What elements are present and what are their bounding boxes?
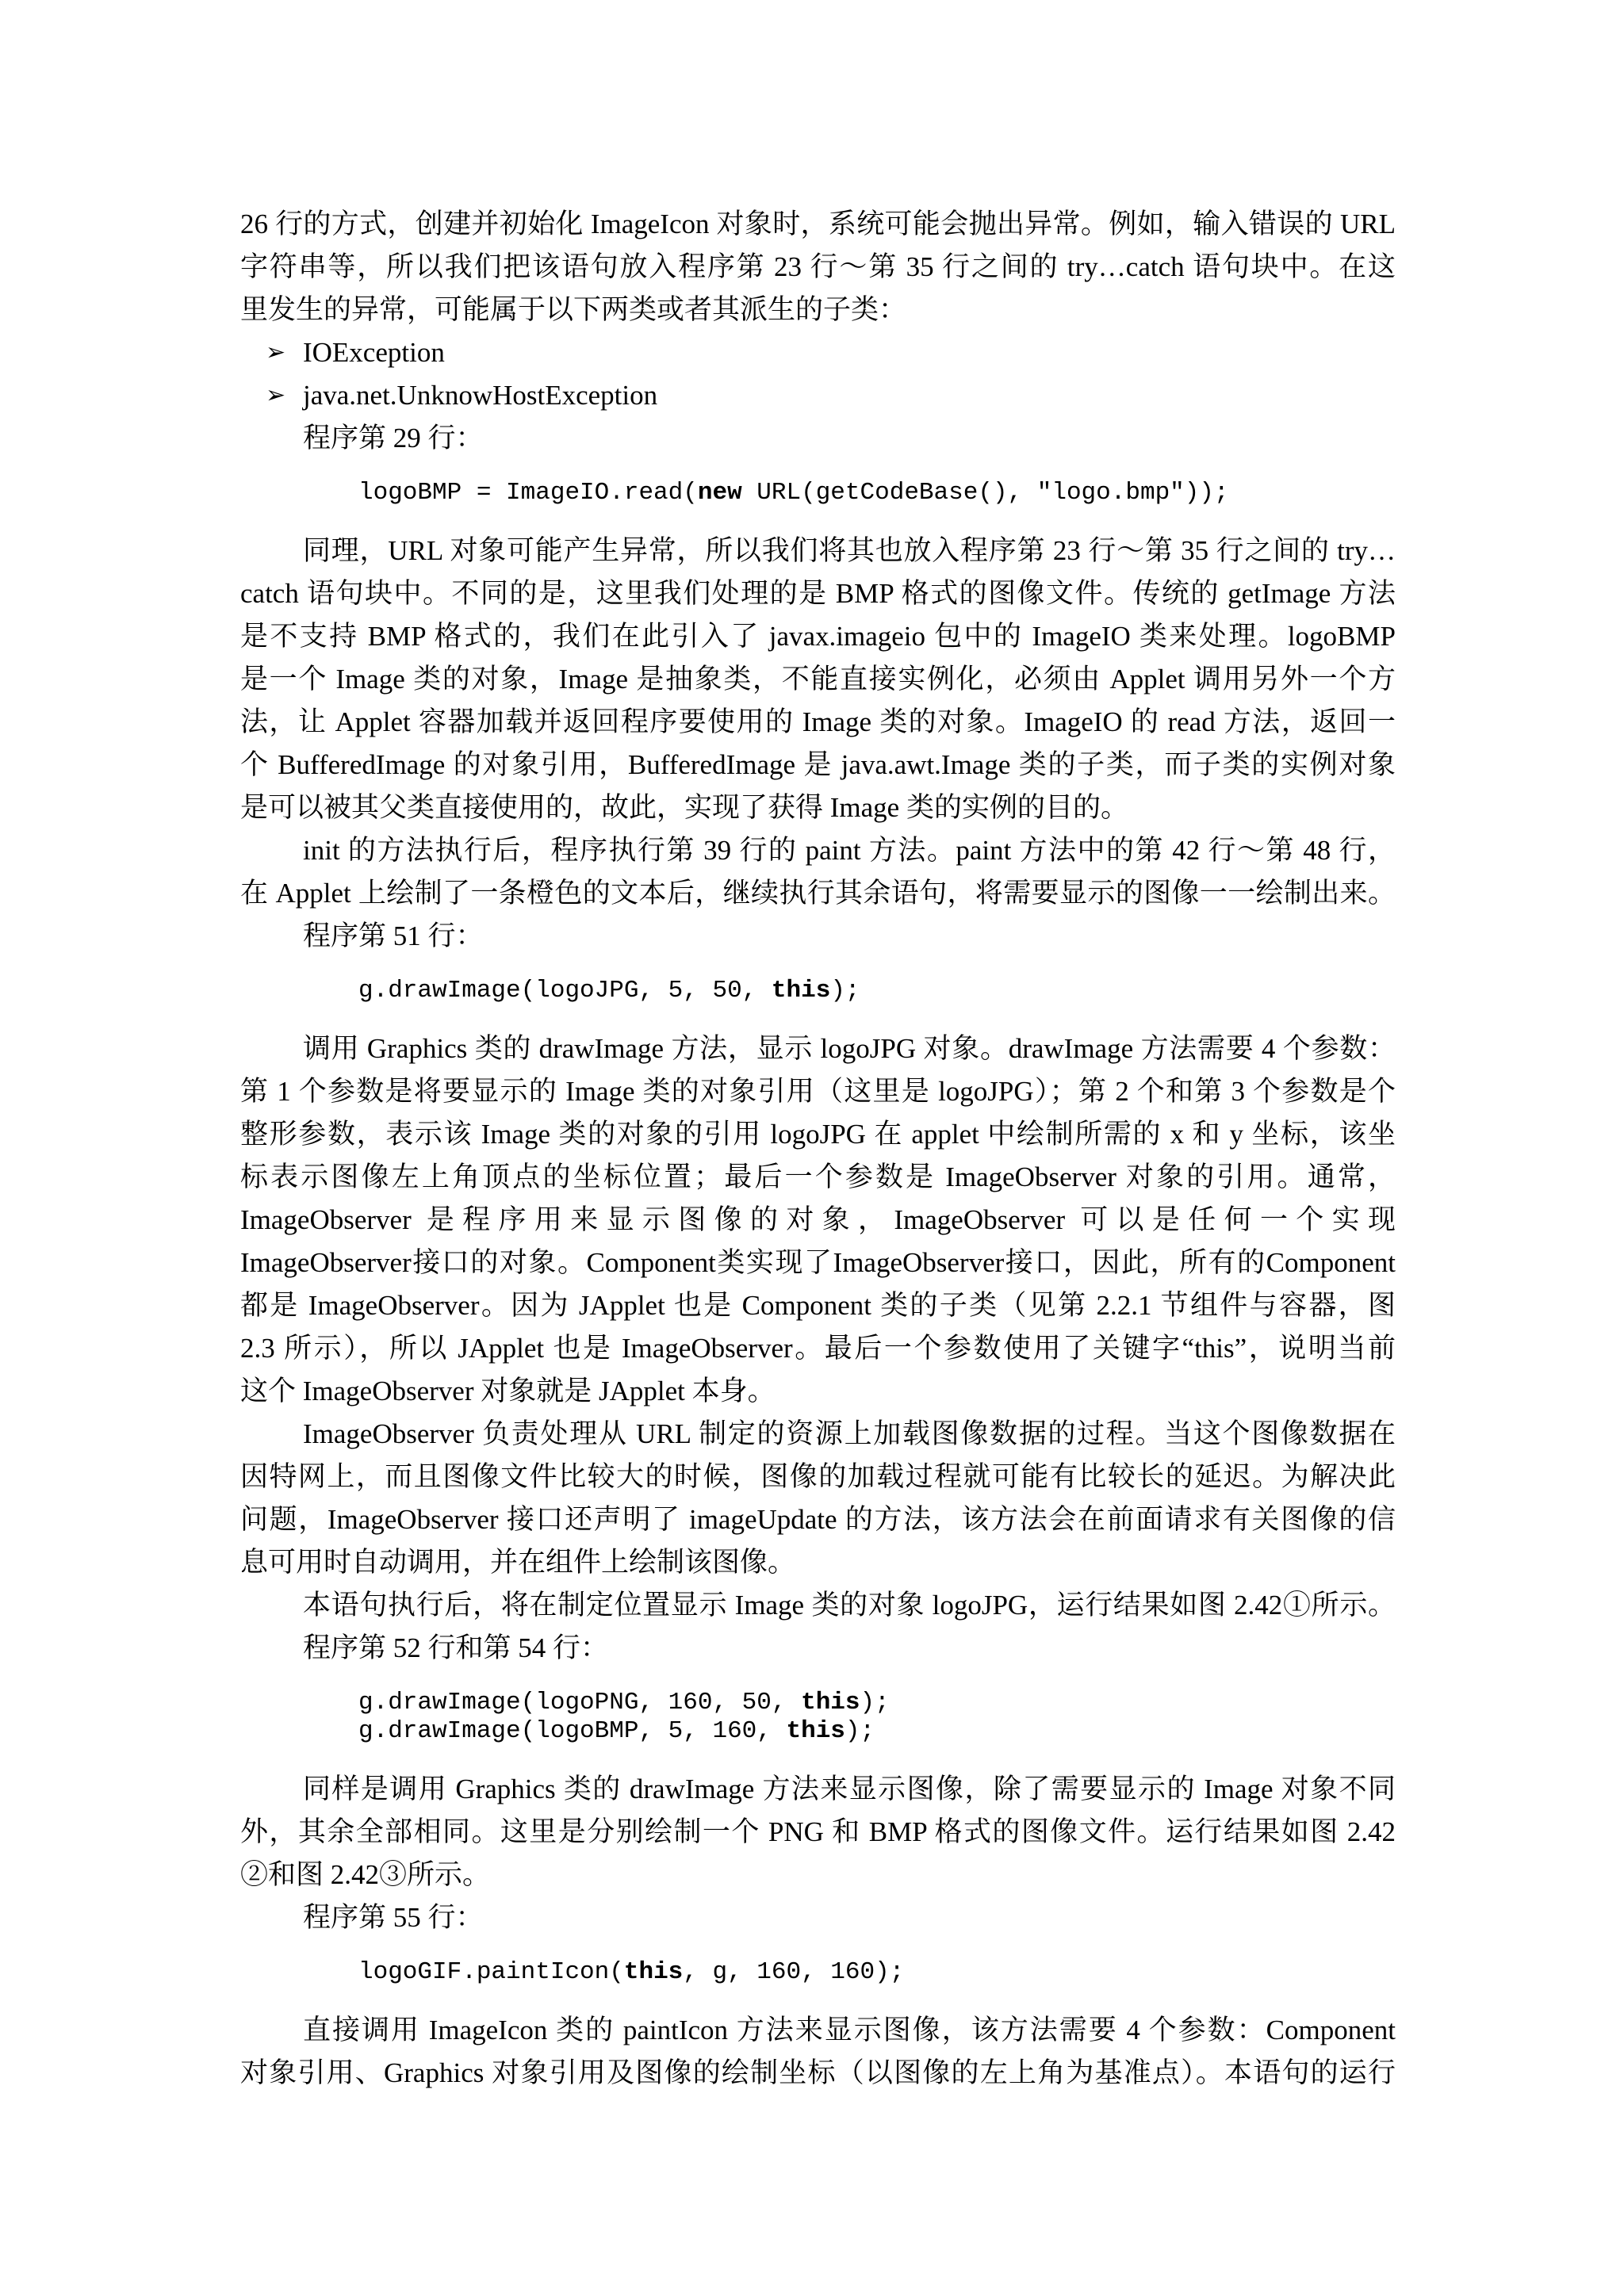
paragraph <box>240 2009 1396 2095</box>
text-line: 在 Applet 上绘制了一条橙色的文本后，继续执行其余语句，将需要显示的图像一一绘制出来。 <box>240 878 1396 909</box>
paragraph <box>240 1627 1396 1670</box>
text-line: 同样是调用 Graphics 类的 drawImage 方法来显示图像，除了需要显示的 Image 对象不同 <box>303 1774 1396 1804</box>
text-line: ImageObserver 负责处理从 URL 制定的资源上加载图像数据的过程。当这个图像数据在 <box>303 1418 1396 1449</box>
bullet-item <box>240 331 1396 374</box>
code-keyword: this <box>771 977 831 1004</box>
document-page <box>240 203 1396 2095</box>
code-block <box>240 1689 1396 1746</box>
code-line <box>358 1958 1396 1987</box>
paragraph <box>240 417 1396 460</box>
program-line-label: 程序第 51 行： <box>303 920 484 951</box>
code-text: logoBMP = ImageIO.read( <box>358 479 698 507</box>
program-line-label: 程序第 55 行： <box>303 1902 484 1933</box>
code-text: URL(getCodeBase(), "logo.bmp")); <box>741 479 1229 507</box>
bullet-item <box>240 374 1396 417</box>
paragraph <box>240 915 1396 958</box>
text-line: 本语句执行后，将在制定位置显示 Image 类的对象 logoJPG，运行结果如图 2.42①所示。 <box>303 1590 1396 1621</box>
code-text: g.drawImage(logoBMP, 5, 160, <box>358 1717 787 1745</box>
text-line: 这个 ImageObserver 对象就是 JApplet 本身。 <box>240 1376 776 1406</box>
code-text: g.drawImage(logoPNG, 160, 50, <box>358 1689 802 1716</box>
program-line-label: 程序第 52 行和第 54 行： <box>303 1632 609 1663</box>
text-line: 都是 ImageObserver。因为 JApplet 也是 Component 类的子类（见第 2.2.1 节组件与容器，图 <box>240 1290 1396 1321</box>
text-line: 因特网上，而且图像文件比较大的时候，图像的加载过程就可能有比较长的延迟。为解决此 <box>240 1461 1396 1492</box>
text-line: 是一个 Image 类的对象，Image 是抽象类，不能直接实例化，必须由 Applet 调用另外一个方 <box>240 664 1396 695</box>
code-keyword: this <box>786 1717 845 1745</box>
text-line: 问题，ImageObserver 接口还声明了 imageUpdate 的方法，该方法会在前面请求有关图像的信 <box>240 1504 1396 1535</box>
text-line: 里发生的异常，可能属于以下两类或者其派生的子类： <box>240 294 907 325</box>
text-line: 个 BufferedImage 的对象引用，BufferedImage 是 java.awt.Image 类的子类，而子类的实例对象 <box>240 749 1396 780</box>
text-line: catch 语句块中。不同的是，这里我们处理的是 BMP 格式的图像文件。传统的 getImage 方法 <box>240 578 1396 609</box>
text-line: 是可以被其父类直接使用的，故此，实现了获得 Image 类的实例的目的。 <box>240 792 1128 823</box>
code-text: g.drawImage(logoJPG, 5, 50, <box>358 977 772 1004</box>
paragraph <box>240 1027 1396 1413</box>
arrowhead-bullet-icon: ➢ <box>266 381 286 409</box>
text-line: 法，让 Applet 容器加载并返回程序要使用的 Image 类的对象。ImageIO 的 read 方法，返回一 <box>240 706 1396 737</box>
text-line: 字符串等，所以我们把该语句放入程序第 23 行～第 35 行之间的 try…catch 语句块中。在这 <box>240 251 1396 282</box>
paragraph <box>240 1768 1396 1896</box>
paragraph <box>240 530 1396 829</box>
paragraph <box>240 1896 1396 1939</box>
program-line-label: 程序第 29 行： <box>303 423 484 453</box>
text-line: 整形参数，表示该 Image 类的对象的引用 logoJPG 在 applet 中绘制所需的 x 和 y 坐标，该坐 <box>240 1119 1396 1150</box>
text-line: 调用 Graphics 类的 drawImage 方法，显示 logoJPG 对象。drawImage 方法需要 4 个参数： <box>303 1033 1396 1064</box>
text-line: 对象引用、Graphics 对象引用及图像的绘制坐标（以图像的左上角为基准点）。本语句的运行 <box>240 2057 1396 2088</box>
text-line: 是不支持 BMP 格式的，我们在此引入了 javax.imageio 包中的 ImageIO 类来处理。logoBMP <box>240 621 1396 652</box>
arrowhead-bullet-icon: ➢ <box>266 339 286 366</box>
code-text: ); <box>860 1689 890 1716</box>
code-keyword: this <box>801 1689 860 1716</box>
text-line: 第 1 个参数是将要显示的 Image 类的对象引用（这里是 logoJPG）；第 2 个和第 3 个参数是个 <box>240 1076 1396 1107</box>
text-line: 直接调用 ImageIcon 类的 paintIcon 方法来显示图像，该方法需要 4 个参数：Component <box>303 2015 1396 2045</box>
text-line: ②和图 2.42③所示。 <box>240 1859 491 1890</box>
code-block <box>240 479 1396 507</box>
paragraph <box>240 829 1396 915</box>
text-line: 2.3 所示），所以 JApplet 也是 ImageObserver。最后一个参数使用了关键字“this”，说明当前 <box>240 1333 1396 1364</box>
paragraph <box>240 1584 1396 1627</box>
code-text: ); <box>845 1717 875 1745</box>
text-line: ImageObserver 是程序用来显示图像的对象，ImageObserver 可以是任何一个实现 <box>240 1204 1396 1235</box>
text-line: init 的方法执行后，程序执行第 39 行的 paint 方法。paint 方法中的第 42 行～第 48 行， <box>303 835 1396 866</box>
text-line: 外，其余全部相同。这里是分别绘制一个 PNG 和 BMP 格式的图像文件。运行结果如图 2.42 <box>240 1816 1396 1847</box>
paragraph <box>240 203 1396 331</box>
paragraph <box>240 1413 1396 1584</box>
text-line: 标表示图像左上角顶点的坐标位置；最后一个参数是 ImageObserver 对象的引用。通常， <box>240 1161 1396 1192</box>
bullet-list <box>240 331 1396 417</box>
code-line <box>358 479 1396 507</box>
text-line: 同理，URL 对象可能产生异常，所以我们将其也放入程序第 23 行～第 35 行之间的 try… <box>303 535 1396 566</box>
code-block <box>240 977 1396 1005</box>
code-line <box>358 1717 1396 1746</box>
code-block <box>240 1958 1396 1987</box>
text-line: 26 行的方式，创建并初始化 ImageIcon 对象时，系统可能会抛出异常。例如，输入错误的 URL <box>240 209 1396 239</box>
bullet-item-text: IOException <box>303 337 445 368</box>
text-line: ImageObserver接口的对象。Component类实现了ImageObserver接口，因此，所有的Component <box>240 1247 1396 1278</box>
bullet-item-text: java.net.UnknowHostException <box>303 380 658 411</box>
text-line: 息可用时自动调用，并在组件上绘制该图像。 <box>240 1547 796 1578</box>
code-text: logoGIF.paintIcon( <box>358 1958 624 1986</box>
code-line <box>358 977 1396 1005</box>
code-keyword: this <box>623 1958 684 1986</box>
code-text: ); <box>830 977 860 1004</box>
code-keyword: new <box>697 479 742 507</box>
code-line <box>358 1689 1396 1717</box>
code-text: , g, 160, 160); <box>683 1958 905 1986</box>
